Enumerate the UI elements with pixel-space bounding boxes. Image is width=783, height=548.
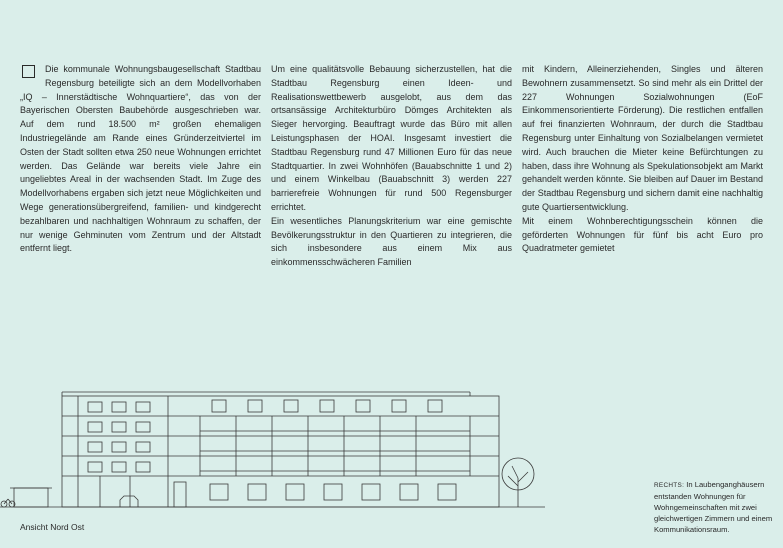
figure-caption xyxy=(654,479,778,535)
paragraph: mit Kindern, Alleinerziehenden, Singles und älteren Bewohnern zusammensetzt. So sind mehr als ein Drittel der 227 Wohnungen Sozialwohnungen (EoF Einkommensorientierte Förderung). Die restlichen entfallen auf frei finanzierten Wohnraum, der durch die Stadtbau Regensburg unter Einhaltung von Sozialbelangen vermietet wird. Auch brauchen die Mieter keine Befürchtungen zu haben, dass ihre Wohnung als Spekulationsobjekt am Markt gehandelt werden könnte. Sie bleiben auf Dauer im Bestand der Stadtbau Regensburg und sichern damit eine nachhaltig gute Quartiersentwicklung. xyxy=(522,64,763,212)
section-marker-square xyxy=(22,65,35,78)
paragraph: Um eine qualitätsvolle Bebauung sicherzustellen, hat die Stadtbau Regensburg einen Ideen- und Realisationswettbewerb ausgelobt, aus dem das ortsansässige Architekturbüro Dömges Architekten als Sieger hervorging. Beauftragt wurde das Büro mit allen Leistungsphasen der HOAI. Insgesamt investiert die Stadtbau Regensburg rund 47 Millionen Euro für das neue Stadtquartier. In zwei Wohnhöfen (Bauabschnitte 1 und 2) und einem Winkelbau (Bauabschnitt 3) werden 227 barrierefreie Wohnungen für rund 500 Regensburger errichtet. xyxy=(271,64,512,212)
text-column-3 xyxy=(522,63,763,256)
paragraph: Ein wesentliches Planungskriterium war eine gemischte Bevölkerungsstruktur in den Quartieren zu integrieren, die sich insbesondere aus einem Mix aus einkommensschwächeren Familien xyxy=(271,215,512,268)
text-column-2 xyxy=(271,63,512,270)
caption-prefix: RECHTS: xyxy=(654,482,685,489)
caption-text: In Laubenganghäusern entstanden Wohnungen für Wohngemeinschaften mit zwei gleichwertigen Zimmern und einem Kommunikationsraum. xyxy=(654,480,773,534)
figure-view-label: Ansicht Nord Ost xyxy=(20,522,85,532)
paragraph: Die kommunale Wohnungsbaugesellschaft Stadtbau Regensburg beteiligte sich an dem Modellvorhaben „IQ – Innerstädtische Wohnquartiere“, das von der Bayerischen Obersten Baubehörde ausgeschrieben war. Auf dem rund 18.500 m² großen ehemaligen Industriegelände am Rande eines Gründerzeitviertel im Osten der Stadt sollten etwa 250 neue Wohnungen errichtet werden. Das Gelände war bereits viele Jahre ein ungeliebtes Areal in der wachsenden Stadt. Im Zuge des Modellvorhabens ergaben sich jetzt neue Möglichkeiten und Wege generationsübergreifend, familien- und kindgerecht bezahlbaren und nachhaltigen Wohnraum zu schaffen, der nur wenige Gehminuten vom Zentrum und der Altstadt entfernt liegt. xyxy=(20,64,261,254)
text-column-1 xyxy=(20,63,261,256)
paragraph: Mit einem Wohnberechtigungsschein können die geförderten Wohnungen für fünf bis acht Euro pro Quadratmeter gemietet xyxy=(522,215,763,254)
